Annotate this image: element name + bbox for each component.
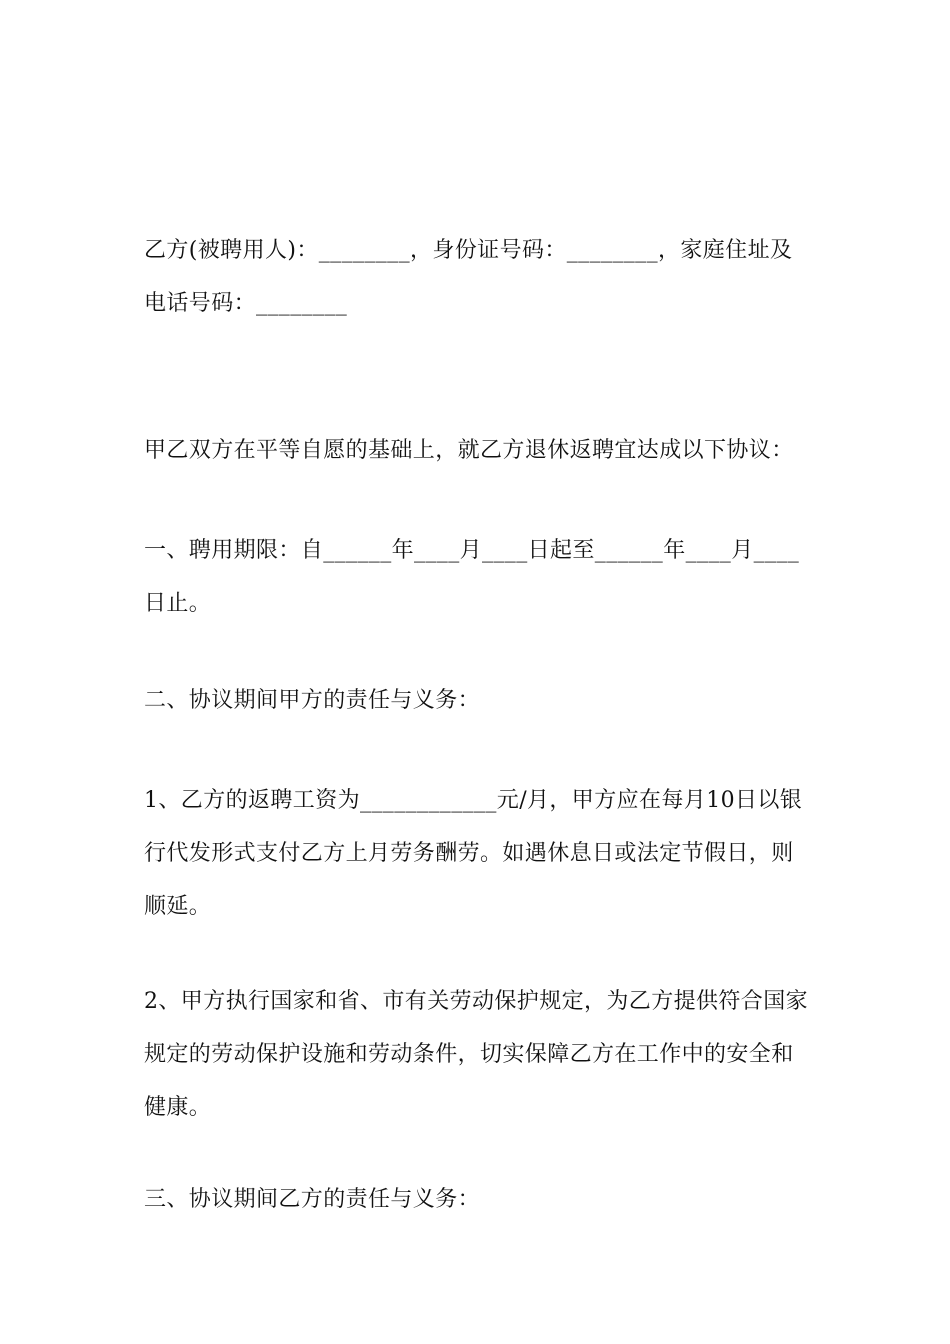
party-b-info-paragraph: 乙方(被聘用人)：________，身份证号码：________，家庭住址及电话号码：________ bbox=[144, 238, 793, 316]
employment-term-clause: 一、聘用期限：自______年____月____日起至______年____月____日止。 bbox=[144, 538, 800, 616]
salary-clause: 1、乙方的返聘工资为____________元/月，甲方应在每月10日以银行代发形式支付乙方上月劳务酬劳。如遇休息日或法定节假日，则顺延。 bbox=[144, 788, 803, 919]
party-a-duties-heading: 二、协议期间甲方的责任与义务： bbox=[144, 688, 481, 713]
labor-protection-clause: 2、甲方执行国家和省、市有关劳动保护规定，为乙方提供符合国家规定的劳动保护设施和劳动条件，切实保障乙方在工作中的安全和健康。 bbox=[144, 989, 808, 1120]
party-b-duties-heading: 三、协议期间乙方的责任与义务： bbox=[144, 1187, 481, 1212]
agreement-preamble: 甲乙双方在平等自愿的基础上，就乙方退休返聘宜达成以下协议： bbox=[144, 438, 794, 463]
